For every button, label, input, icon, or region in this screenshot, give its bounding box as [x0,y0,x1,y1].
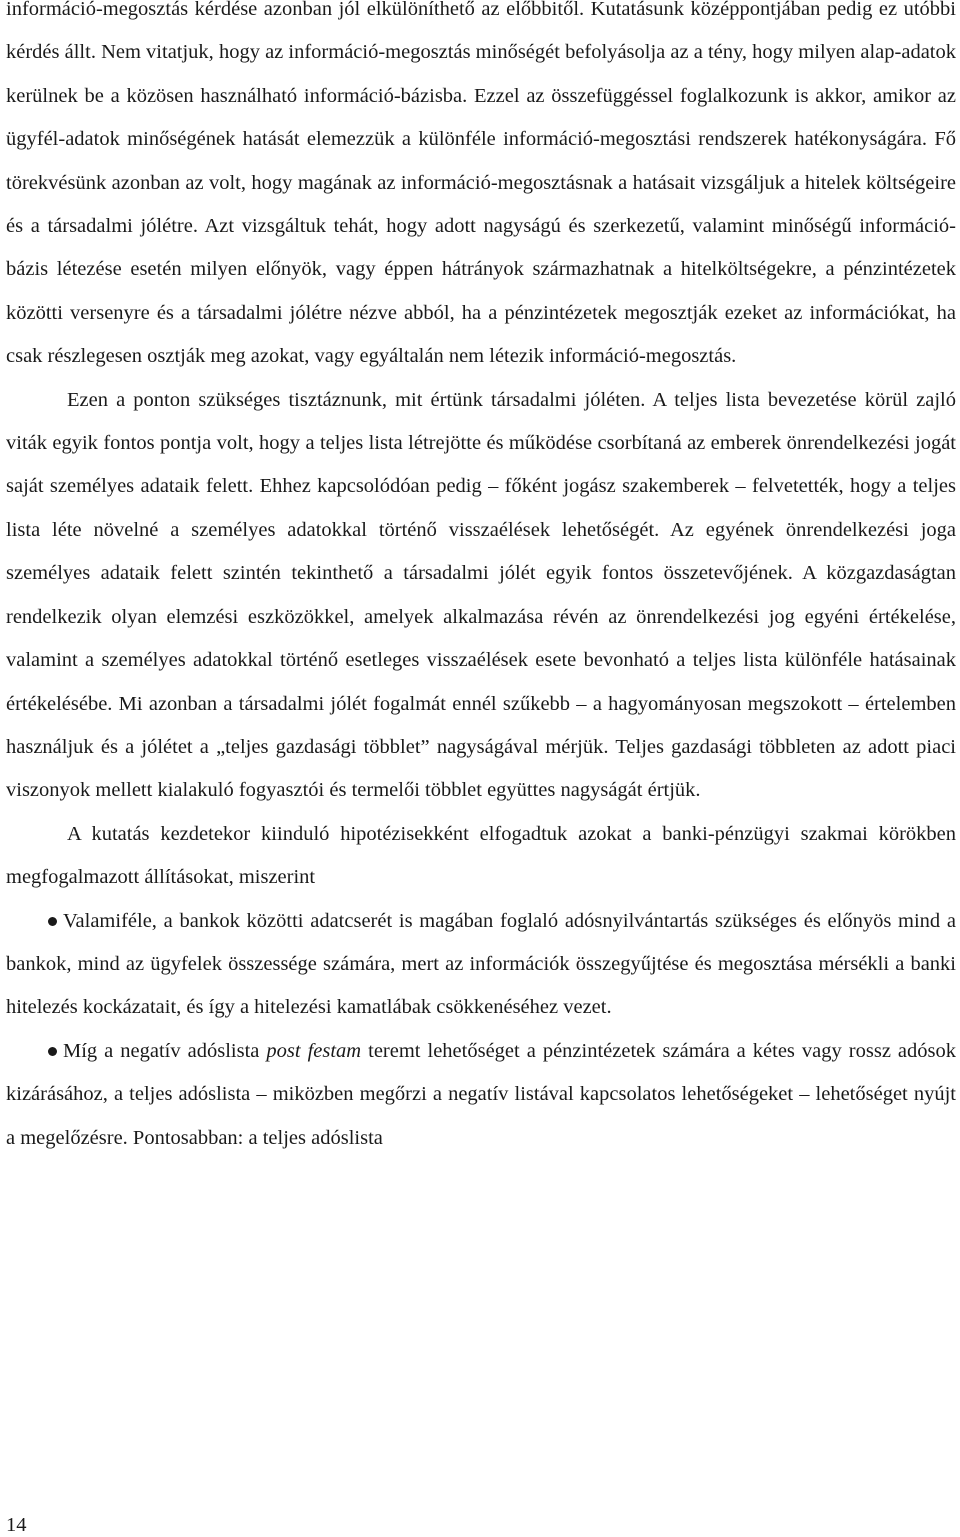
document-page [6,0,956,1160]
bullet-item-2 [6,1030,956,1160]
bullet-item-2-italic: post festam [266,1039,362,1062]
bullet-item-2-text-start: Míg a negatív adóslista [63,1039,267,1062]
bullet-item-1-text: Valamiféle, a bankok közötti adatcserét is magában foglaló adósnyilvántartás szükséges és előnyös mind a bankok, mind az ügyfelek összessége számára, mert az információk összegyűjtése és megosztása mérsékli a banki hitelezés kockázatait, és így a hitelezési kamatlábak csökkenéséhez vezet. [6,909,956,1019]
bullet-icon [48,1047,57,1056]
body-paragraph-3: A kutatás kezdetekor kiinduló hipotézisekként elfogadtuk azokat a banki-pénzügyi szakmai körökben megfogalmazott állításokat, miszerint [6,822,956,889]
body-paragraph-2: Ezen a ponton szükséges tisztáznunk, mit értünk társadalmi jóléten. A teljes lista bevezetése körül zajló viták egyik fontos pontja volt, hogy a teljes lista létrejötte és működése csorbítaná az emberek önrendelkezési jogát saját személyes adataik felett. Ehhez kapcsolódóan pedig – főként jogász szakemberek – felvetették, hogy a teljes lista léte növelné a személyes adatokkal történő visszaélések lehetőségét. Az egyének önrendelkezési joga személyes adataik felett szintén tekinthető a társadalmi jólét egyik fontos összetevőjének. A közgazdaságtan rendelkezik olyan elemzési eszközökkel, amelyek alkalmazása révén az önrendelkezési jog egyéni értékelése, valamint a személyes adatokkal történő esetleges visszaélések esete bevonható a teljes lista különféle hatásainak értékelésébe. Mi azonban a társadalmi jólét fogalmát ennél szűkebb – a hagyományosan megszokott – értelemben használjuk és a jólétet a „teljes gazdasági többlet” nagyságával mérjük. Teljes gazdasági többleten az adott piaci viszonyok mellett kialakuló fogyasztói és termelői többlet együttes nagyságát értjük. [6,388,956,802]
bullet-item-1 [6,900,956,1030]
bullet-item-2-text-end: teremt lehetőséget a pénzintézetek számára a kétes vagy rossz adósok kizárásához, a teljes adóslista – miközben megőrzi a negatív listával kapcsolatos lehetőségeket – lehetőséget nyújt a megelőzésre. Pontosabban: a teljes adóslista [6,1039,957,1149]
bullet-icon [48,917,57,926]
page-number: 14 [6,1514,27,1536]
body-paragraph-1: információ-megosztás kérdése azonban jól elkülöníthető az előbbitől. Kutatásunk középpontjában pedig ez utóbbi kérdés állt. Nem vitatjuk, hogy az információ-megosztás minőségét befolyásolja az a tény, hogy milyen alap-adatok kerülnek be a közösen használható információ-bázisba. Ezzel az összefüggéssel foglalkozunk is akkor, amikor az ügyfél-adatok minőségének hatását elemezzük a különféle információ-megosztási rendszerek hatékonyságára. Fő törekvésünk azonban az volt, hogy magának az információ-megosztásnak a hatásait vizsgáljuk a hitelek költségeire és a társadalmi jólétre. Azt vizsgáltuk tehát, hogy adott nagyságú és szerkezetű, valamint minőségű információ-bázis létezése esetén milyen előnyök, vagy éppen hátrányok származhatnak a hitelköltségekre, a pénzintézetek közötti versenyre és a társadalmi jólétre nézve abból, ha a pénzintézetek megosztják ezeket az információkat, ha csak részlegesen osztják meg azokat, vagy egyáltalán nem létezik információ-megosztás. [6,0,956,368]
